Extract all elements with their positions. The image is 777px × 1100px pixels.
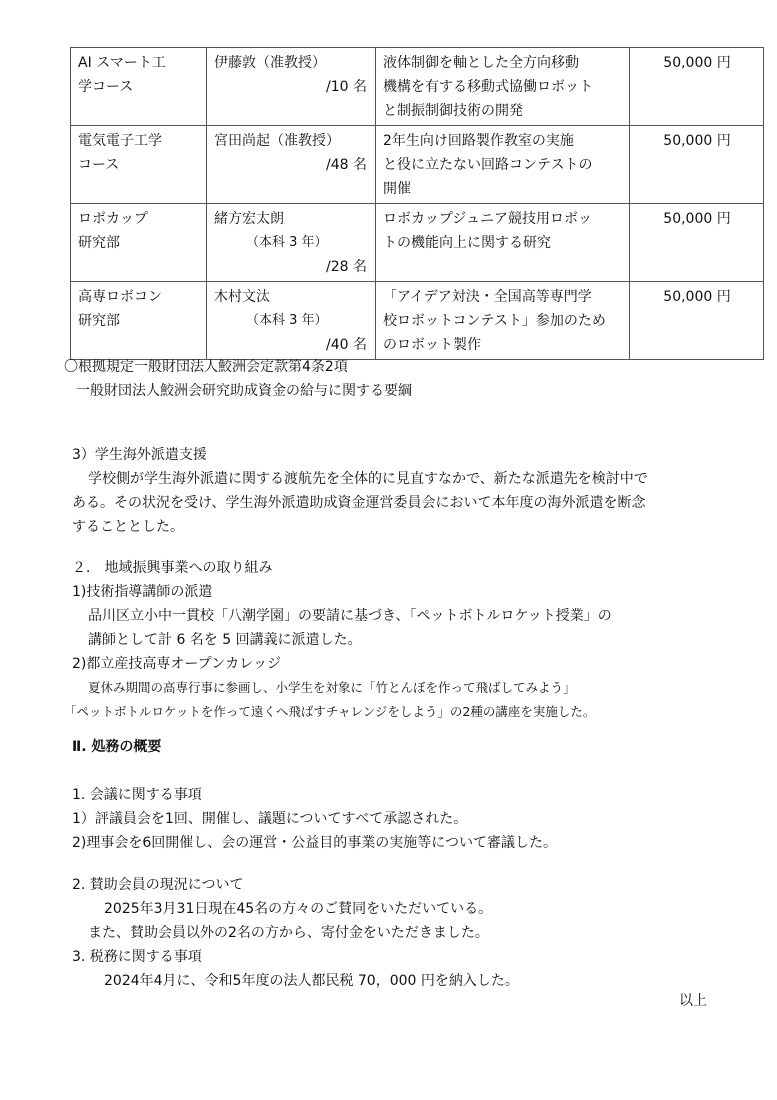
theme-line: 開催 (383, 181, 411, 197)
affairs-heading: Ⅱ. 処務の概要 (72, 739, 162, 755)
course-line: コース (78, 157, 120, 173)
table-row (71, 282, 764, 360)
meetings-line-1: 1）評議員会を1回、開催し、議題についてすべて承認された。 (72, 811, 468, 827)
theme-cell (376, 48, 630, 126)
regional-heading: ２． 地域振興事業への取り組み (72, 560, 273, 576)
person-name: 木村文汰 (214, 289, 270, 305)
meetings-heading: 1. 会議に関する事項 (72, 787, 202, 803)
course-cell (71, 48, 207, 126)
regional-sub2-line-1: 夏休み期間の高専行事に参画し、小学生を対象に「竹とんぼを作って飛ばしてみよう」 (88, 680, 576, 695)
regional-sub1-line-1: 品川区立小中一貫校「八潮学園」の要請に基づき、「ペットボトルロケット授業」の (88, 608, 612, 624)
person-name: 緒方宏太朗 (214, 211, 284, 227)
course-line: 学コース (78, 79, 134, 95)
amount-cell: 50,000 円 (630, 204, 764, 282)
theme-line: 液体制御を軸とした全方向移動 (383, 55, 579, 71)
theme-line: 「アイデア対決・全国高等専門学 (383, 289, 592, 305)
member-count: /28 名 (326, 259, 367, 275)
theme-cell (376, 126, 630, 204)
affairs-section (64, 735, 724, 759)
regional-sub1: 1)技術指導講師の派遣 (72, 584, 213, 600)
regional-sub1-line-2: 講師として計 6 名を 5 回講義に派遣した。 (88, 632, 362, 648)
members-section (64, 873, 724, 993)
person-cell (207, 204, 376, 282)
members-line-2: また、賛助会員以外の2名の方から、寄付金をいただきました。 (88, 925, 489, 941)
theme-line: 2年生向け回路製作教室の実施 (383, 133, 574, 149)
course-cell (71, 126, 207, 204)
members-line-1: 2025年3月31日現在45名の方々のご賛同をいただいている。 (104, 901, 493, 917)
overseas-line-2: ある。その状況を受け、学生海外派遣助成資金運営委員会において本年度の海外派遣を断念 (72, 495, 646, 511)
course-line: AI スマート工 (78, 55, 166, 71)
theme-cell (376, 282, 630, 360)
course-cell (71, 282, 207, 360)
person-cell (207, 126, 376, 204)
member-count: /48 名 (326, 157, 367, 173)
person-cell (207, 282, 376, 360)
person-name: 宮田尚起（准教授） (214, 133, 340, 149)
amount-cell: 50,000 円 (630, 126, 764, 204)
person-rank: （本科 3 年） (246, 235, 328, 250)
overseas-line-1: 学校側が学生海外派遣に関する渡航先を全体的に見直すなかで、新たな派遣先を検討中で (88, 471, 648, 487)
person-name: 伊藤敦（准教授） (214, 55, 326, 71)
member-count: /40 名 (326, 337, 367, 353)
basis-section (64, 355, 724, 403)
table-row (71, 48, 764, 126)
amount-cell: 50,000 円 (630, 282, 764, 360)
overseas-heading: 3）学生海外派遣支援 (72, 447, 207, 463)
regional-sub2: 2)都立産技高専オープンカレッジ (72, 656, 281, 672)
tax-line-1: 2024年4月に、令和5年度の法人都民税 70，000 円を納入した。 (104, 973, 519, 989)
theme-line: と役に立たない回路コンテストの (383, 157, 593, 173)
course-line: 研究部 (78, 313, 120, 329)
theme-line: 機構を有する移動式協働ロボット (383, 79, 593, 95)
person-rank: （本科 3 年） (246, 313, 328, 328)
course-cell (71, 204, 207, 282)
person-cell (207, 48, 376, 126)
table-row (71, 204, 764, 282)
member-count: /10 名 (326, 79, 367, 95)
overseas-line-3: することとした。 (72, 519, 184, 535)
table-row (71, 126, 764, 204)
theme-line: のロボット製作 (383, 337, 481, 353)
meetings-line-2: 2)理事会を6回開催し、会の運営・公益目的事業の実施等について審議した。 (72, 835, 557, 851)
regional-section (64, 556, 724, 724)
theme-line: 校ロボットコンテスト」参加のため (383, 313, 606, 329)
course-line: ロボカップ (78, 211, 148, 227)
members-heading: 2. 賛助会員の現況について (72, 877, 244, 893)
theme-line: トの機能向上に関する研究 (383, 235, 551, 251)
grant-table (70, 47, 764, 360)
meetings-section (64, 783, 724, 855)
regional-sub2-line-2: 「ペットボトルロケットを作って遠くへ飛ばすチャレンジをしよう」の2種の講座を実施した。 (64, 704, 596, 719)
theme-line: ロボカップジュニア競技用ロボッ (383, 211, 593, 227)
overseas-section (64, 443, 724, 539)
course-line: 研究部 (78, 235, 120, 251)
basis-line-1: 〇根拠規定一般財団法人鮫洲会定款第4条2項 (64, 359, 348, 375)
theme-line: と制振制御技術の開発 (383, 103, 523, 119)
basis-line-2: 一般財団法人鮫洲会研究助成資金の給与に関する要綱 (76, 383, 412, 399)
closing-text: 以上 (679, 993, 707, 1009)
course-line: 高専ロボコン (78, 289, 162, 305)
course-line: 電気電子工学 (78, 133, 162, 149)
theme-cell (376, 204, 630, 282)
tax-heading: 3. 税務に関する事項 (72, 949, 202, 965)
amount-cell: 50,000 円 (630, 48, 764, 126)
